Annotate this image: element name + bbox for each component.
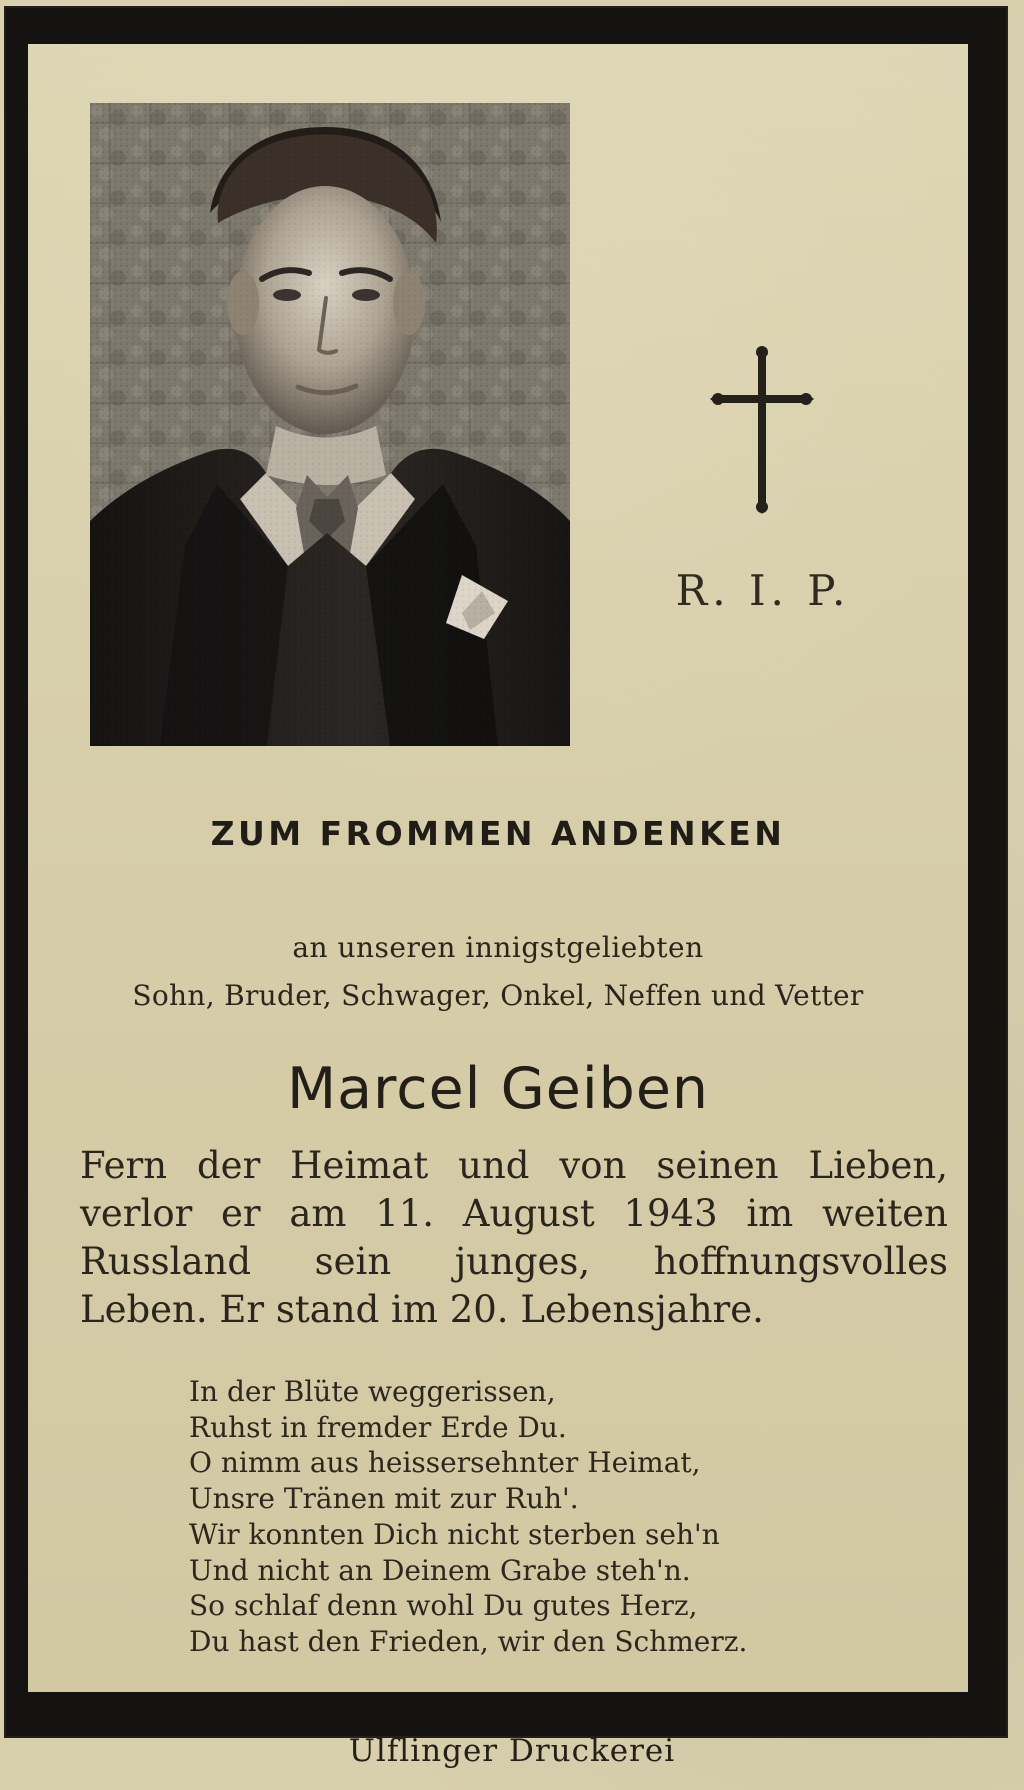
poem-line: Unsre Tränen mit zur Ruh'. [189, 1482, 579, 1516]
poem-line: Und nicht an Deinem Grabe steh'n. [189, 1553, 691, 1587]
rip-text: R. I. P. [675, 566, 851, 615]
poem-line: Du hast den Frieden, wir den Schmerz. [189, 1624, 748, 1658]
relation-line-1: an unseren innigstgeliebten [292, 931, 704, 964]
portrait-photo [90, 103, 570, 746]
memorial-poem [189, 1374, 899, 1660]
poem-line: O nimm aus heissersehnter Heimat, [189, 1446, 701, 1480]
poem-line: Wir konnten Dich nicht sterben seh'n [189, 1517, 720, 1551]
poem-line: Ruhst in fremder Erde Du. [189, 1410, 567, 1444]
memorial-text-line: Leben. Er stand im 20. Lebensjahre. [80, 1288, 764, 1331]
card-heading: ZUM FROMMEN ANDENKEN [210, 814, 786, 853]
memorial-card [28, 44, 968, 1692]
memorial-text-line: Fern der Heimat und von seinen Lieben, [80, 1144, 948, 1187]
poem-line: So schlaf denn wohl Du gutes Herz, [189, 1589, 698, 1623]
relation-line-2: Sohn, Bruder, Schwager, Onkel, Neffen und Vetter [132, 979, 864, 1012]
poem-line: In der Blüte weggerissen, [189, 1375, 556, 1408]
memorial-text-line: verlor er am 11. August 1943 im weiten [80, 1192, 948, 1235]
memorial-text [80, 1142, 948, 1334]
cross-icon [710, 346, 814, 514]
memorial-text-line: Russland sein junges, hoffnungsvolles [80, 1240, 948, 1283]
deceased-name: Marcel Geiben [286, 1056, 710, 1122]
printer-credit: Ulflinger Druckerei [348, 1733, 676, 1769]
